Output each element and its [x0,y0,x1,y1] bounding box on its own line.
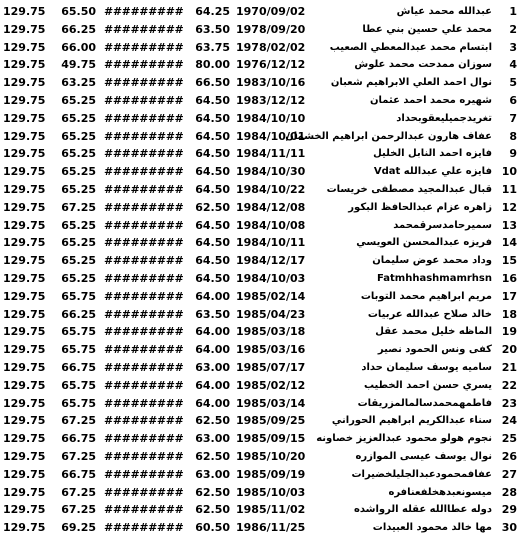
table-row [0,430,522,448]
candidate-name-cell: خالد صلاح عبدالله عربيات [367,308,492,320]
overflow-hash-cell: ######### [104,272,184,285]
candidate-name-cell: عفافمحمودعبدالجليلخضيرات [351,468,492,480]
candidate-name-cell: قبال عبدالمجيد مصطفى خريسات [326,184,492,195]
table-row [0,484,522,502]
table-row [0,377,522,395]
birth-date-cell: 1985/03/14 [236,396,306,410]
overflow-hash-cell: ######### [104,76,184,90]
overflow-hash-cell: ######### [104,58,184,72]
birth-date-cell: 1985/10/20 [236,450,306,463]
candidate-name-cell: ابتسام محمد عبدالمعطي الصعيب [329,41,492,53]
score-cell: 63.25 [61,76,96,90]
total-score-cell: 129.75 [3,111,46,125]
percentage-cell: 64.50 [195,165,230,179]
score-cell: 65.75 [61,289,96,303]
total-score-cell: 129.75 [3,22,46,36]
total-score-cell: 129.75 [3,378,46,392]
score-cell: 65.25 [61,129,96,143]
score-cell: 65.75 [61,378,96,392]
candidate-name-cell: نوال يوسف عيسى الموازره [355,451,492,462]
table-row [0,501,522,519]
overflow-hash-cell: ######### [104,414,184,428]
row-number-cell: 26 [501,450,517,463]
table-row [0,412,522,430]
total-score-cell: 129.75 [3,254,46,268]
row-number-cell: 19 [501,325,517,339]
row-number-cell: 10 [501,165,517,179]
percentage-cell: 64.50 [195,254,230,268]
score-cell: 65.75 [61,325,96,339]
total-score-cell: 129.75 [3,58,46,72]
overflow-hash-cell: ######### [104,432,184,446]
total-score-cell: 129.75 [3,200,46,214]
row-number-cell: 5 [509,76,517,90]
birth-date-cell: 1985/02/14 [236,289,306,303]
overflow-hash-cell: ######### [104,307,184,321]
total-score-cell: 129.75 [3,450,46,463]
total-score-cell: 129.75 [3,307,46,321]
candidate-name-cell: ساميه يوسف سليمان حداد [361,362,492,373]
candidate-name-cell: سميرحامدسرقمحمد [393,219,492,231]
candidate-name-cell: سوزان ممدحت محمد علوش [354,59,492,71]
percentage-cell: 64.00 [195,378,230,392]
total-score-cell: 129.75 [3,325,46,339]
table-row [0,39,522,57]
birth-date-cell: 1978/02/02 [236,40,306,54]
row-number-cell: 11 [501,183,517,196]
total-score-cell: 129.75 [3,272,46,285]
percentage-cell: 64.00 [195,325,230,339]
birth-date-cell: 1983/10/16 [236,76,306,90]
percentage-cell: 64.50 [195,218,230,232]
score-cell: 65.25 [61,236,96,250]
candidate-name-cell: شهيره محمد احمد عثمان [370,95,492,106]
row-number-cell: 13 [501,218,517,232]
percentage-cell: 80.00 [195,58,230,72]
overflow-hash-cell: ######### [104,183,184,196]
row-number-cell: 17 [501,289,517,303]
percentage-cell: 64.00 [195,396,230,410]
score-cell: 65.25 [61,94,96,107]
percentage-cell: 63.50 [195,22,230,36]
overflow-hash-cell: ######### [104,521,184,535]
table-row [0,306,522,324]
candidate-name-cell: ميسونعبدهخلفعنافره [388,486,492,498]
candidate-name-cell: نوال احمد العلي الابراهيم شعبان [330,77,492,89]
overflow-hash-cell: ######### [104,396,184,410]
overflow-hash-cell: ######### [104,165,184,179]
birth-date-cell: 1986/11/25 [236,521,306,535]
candidate-name-cell: عفاف هارون عبدالرحمن ابراهيم الخشمان [285,130,492,142]
score-cell: 66.25 [61,22,96,36]
score-cell: 65.25 [61,254,96,268]
birth-date-cell: 1984/10/22 [236,183,306,196]
score-cell: 66.75 [61,432,96,446]
overflow-hash-cell: ######### [104,218,184,232]
birth-date-cell: 1983/12/12 [236,94,306,107]
score-cell: 65.75 [61,343,96,357]
birth-date-cell: 1985/07/17 [236,361,306,374]
overflow-hash-cell: ######### [104,200,184,214]
total-score-cell: 129.75 [3,432,46,446]
birth-date-cell: 1985/09/15 [236,432,306,446]
candidate-name-cell: وداد محمد عوض سليمان [372,255,492,267]
birth-date-cell: 1984/10/11 [236,236,306,250]
birth-date-cell: 1985/04/23 [236,307,306,321]
total-score-cell: 129.75 [3,289,46,303]
row-number-cell: 2 [509,22,517,36]
birth-date-cell: 1985/11/02 [236,503,306,517]
table-row [0,448,522,466]
overflow-hash-cell: ######### [104,325,184,339]
candidate-name-cell: مريم ابراهيم محمد التوبات [360,290,492,302]
birth-date-cell: 1985/02/12 [236,378,306,392]
candidate-name-cell: سناء عبدالكريم ابراهيم الحوراني [331,415,492,427]
percentage-cell: 64.50 [195,94,230,107]
score-cell: 67.25 [61,485,96,499]
row-number-cell: 14 [501,236,517,250]
table-row [0,234,522,252]
percentage-cell: 62.50 [195,200,230,214]
candidate-name-cell: فايزه علي عبدالله Vdat [373,166,492,178]
total-score-cell: 129.75 [3,94,46,107]
score-cell: 65.25 [61,272,96,285]
score-cell: 66.25 [61,307,96,321]
overflow-hash-cell: ######### [104,485,184,499]
table-row [0,163,522,181]
candidate-name-cell: كفى ونس الحمود نصير [377,344,492,356]
score-cell: 69.25 [61,521,96,535]
table-row [0,270,522,288]
percentage-cell: 64.50 [195,272,230,285]
candidate-name-cell: Fatmhhashmamrhsn [377,273,492,284]
table-row [0,519,522,537]
total-score-cell: 129.75 [3,5,46,18]
overflow-hash-cell: ######### [104,5,184,18]
table-row [0,288,522,306]
percentage-cell: 63.75 [195,40,230,54]
row-number-cell: 3 [509,40,517,54]
table-row [0,199,522,217]
score-cell: 65.75 [61,396,96,410]
candidate-name-cell: الماظه خليل محمد عقل [375,326,492,338]
birth-date-cell: 1984/10/08 [236,218,306,232]
birth-date-cell: 1985/10/03 [236,485,306,499]
birth-date-cell: 1984/10/03 [236,272,306,285]
birth-date-cell: 1985/09/25 [236,414,306,428]
overflow-hash-cell: ######### [104,40,184,54]
score-cell: 65.25 [61,165,96,179]
total-score-cell: 129.75 [3,147,46,161]
table-row [0,217,522,235]
score-cell: 49.75 [61,58,96,72]
percentage-cell: 64.50 [195,236,230,250]
percentage-cell: 66.50 [195,76,230,90]
table-row [0,466,522,484]
total-score-cell: 129.75 [3,485,46,499]
table-row [0,128,522,146]
candidate-name-cell: دوله عطاالله عقله الرواشده [353,504,492,516]
birth-date-cell: 1985/09/19 [236,467,306,481]
row-number-cell: 25 [501,432,517,446]
candidate-name-cell: فاطمهمحمدسالمالمزريقات [357,397,492,409]
percentage-cell: 62.50 [195,485,230,499]
candidate-name-cell: يسري حسن احمد الخطيب [363,379,492,391]
score-cell: 65.25 [61,111,96,125]
candidate-name-cell: محمد علي حسين بني عطا [362,23,492,35]
total-score-cell: 129.75 [3,343,46,357]
overflow-hash-cell: ######### [104,94,184,107]
row-number-cell: 7 [509,111,517,125]
score-cell: 65.25 [61,183,96,196]
row-number-cell: 6 [509,94,517,107]
total-score-cell: 129.75 [3,236,46,250]
candidate-name-cell: فايزه احمد النابل الخليل [373,148,492,160]
percentage-cell: 64.50 [195,183,230,196]
score-cell: 66.75 [61,467,96,481]
percentage-cell: 64.50 [195,111,230,125]
overflow-hash-cell: ######### [104,236,184,250]
total-score-cell: 129.75 [3,503,46,517]
overflow-hash-cell: ######### [104,111,184,125]
row-number-cell: 27 [501,467,517,481]
row-number-cell: 4 [509,58,517,72]
row-number-cell: 22 [501,378,517,392]
total-score-cell: 129.75 [3,396,46,410]
birth-date-cell: 1976/12/12 [236,58,306,72]
row-number-cell: 24 [501,414,517,428]
score-cell: 67.25 [61,503,96,517]
table-row [0,395,522,413]
table-row [0,181,522,199]
total-score-cell: 129.75 [3,361,46,374]
total-score-cell: 129.75 [3,129,46,143]
percentage-cell: 64.00 [195,289,230,303]
candidate-name-cell: عبدالله محمد عياش [396,6,492,17]
birth-date-cell: 1984/12/08 [236,200,306,214]
percentage-cell: 63.00 [195,361,230,374]
overflow-hash-cell: ######### [104,147,184,161]
candidate-name-cell: مها خالد محمود العبيدات [372,522,492,534]
row-number-cell: 16 [501,272,517,285]
overflow-hash-cell: ######### [104,467,184,481]
score-cell: 66.00 [61,40,96,54]
overflow-hash-cell: ######### [104,378,184,392]
row-number-cell: 15 [501,254,517,268]
row-number-cell: 1 [509,5,517,18]
percentage-cell: 63.00 [195,467,230,481]
birth-date-cell: 1985/03/18 [236,325,306,339]
total-score-cell: 129.75 [3,40,46,54]
score-cell: 66.75 [61,361,96,374]
row-number-cell: 21 [501,361,517,374]
birth-date-cell: 1978/09/20 [236,22,306,36]
overflow-hash-cell: ######### [104,361,184,374]
overflow-hash-cell: ######### [104,450,184,463]
table-row [0,3,522,21]
total-score-cell: 129.75 [3,183,46,196]
table-row [0,252,522,270]
row-number-cell: 9 [509,147,517,161]
row-number-cell: 8 [509,129,517,143]
score-cell: 67.25 [61,450,96,463]
total-score-cell: 129.75 [3,165,46,179]
percentage-cell: 64.50 [195,147,230,161]
candidate-name-cell: فريزه عبدالمحسن العويسي [356,237,492,249]
percentage-cell: 60.50 [195,521,230,535]
overflow-hash-cell: ######### [104,22,184,36]
percentage-cell: 62.50 [195,414,230,428]
table-row [0,323,522,341]
percentage-cell: 63.00 [195,432,230,446]
birth-date-cell: 1984/11/11 [236,147,306,161]
percentage-cell: 64.50 [195,129,230,143]
birth-date-cell: 1984/12/17 [236,254,306,268]
total-score-cell: 129.75 [3,218,46,232]
row-number-cell: 28 [501,485,517,499]
percentage-cell: 64.00 [195,343,230,357]
total-score-cell: 129.75 [3,414,46,428]
table-row [0,341,522,359]
overflow-hash-cell: ######### [104,254,184,268]
table-row [0,56,522,74]
overflow-hash-cell: ######### [104,289,184,303]
birth-date-cell: 1985/03/16 [236,343,306,357]
percentage-cell: 62.50 [195,503,230,517]
overflow-hash-cell: ######### [104,129,184,143]
table-row [0,74,522,92]
percentage-cell: 62.50 [195,450,230,463]
birth-date-cell: 1984/10/01 [236,129,306,143]
table-row [0,145,522,163]
overflow-hash-cell: ######### [104,503,184,517]
birth-date-cell: 1970/09/02 [236,5,306,18]
overflow-hash-cell: ######### [104,343,184,357]
row-number-cell: 20 [501,343,517,357]
row-number-cell: 12 [501,200,517,214]
table-row [0,92,522,110]
candidate-name-cell: زاهره عزام عبدالحافظ البكور [348,201,492,213]
score-cell: 65.25 [61,218,96,232]
total-score-cell: 129.75 [3,76,46,90]
table-row [0,110,522,128]
score-cell: 65.25 [61,147,96,161]
row-number-cell: 30 [501,521,517,535]
table-row [0,359,522,377]
percentage-cell: 64.25 [195,5,230,18]
score-cell: 67.25 [61,200,96,214]
row-number-cell: 29 [501,503,517,517]
score-cell: 67.25 [61,414,96,428]
total-score-cell: 129.75 [3,467,46,481]
row-number-cell: 18 [501,307,517,321]
total-score-cell: 129.75 [3,521,46,535]
birth-date-cell: 1984/10/10 [236,111,306,125]
percentage-cell: 63.50 [195,307,230,321]
candidate-name-cell: تغريدجميليعقوبحداد [396,112,492,124]
row-number-cell: 23 [501,396,517,410]
birth-date-cell: 1984/10/30 [236,165,306,179]
candidate-name-cell: نجوم هولو محمود عبدالعزيز خصاونه [316,433,492,445]
score-cell: 65.50 [61,5,96,18]
table-row [0,21,522,39]
